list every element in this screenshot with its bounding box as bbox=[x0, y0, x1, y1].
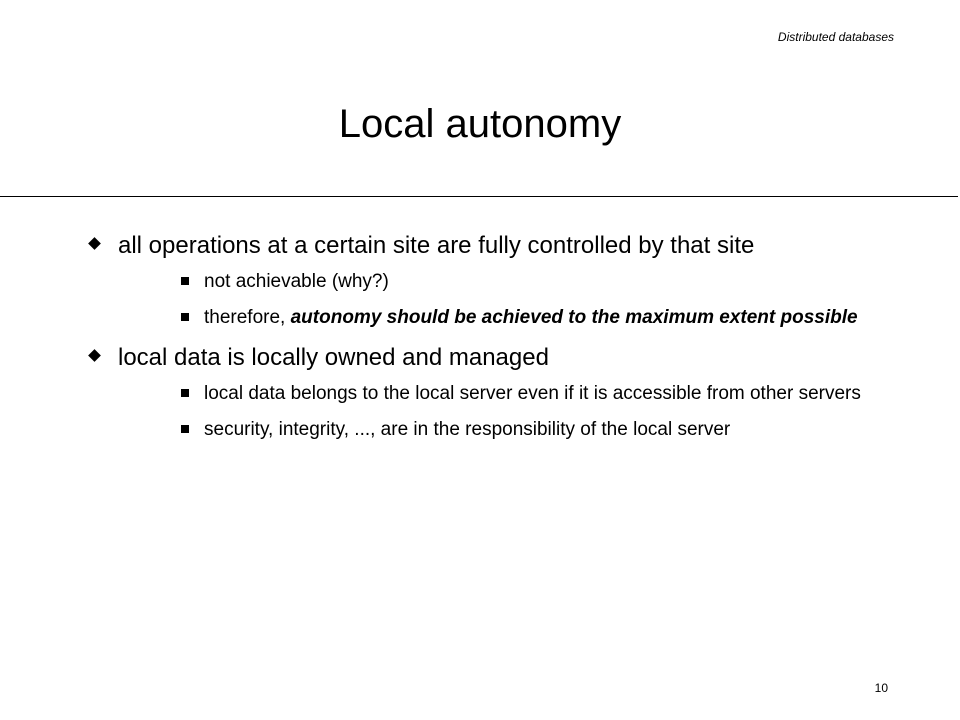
sub-bullet-text: security, integrity, ..., are in the responsibility of the local server bbox=[204, 419, 731, 440]
sub-bullet-item bbox=[180, 270, 902, 294]
sub-bullet-text: not achievable (why?) bbox=[204, 271, 389, 292]
bullet-item bbox=[82, 342, 902, 442]
square-bullet-icon bbox=[181, 425, 189, 433]
header-label: Distributed databases bbox=[777, 30, 894, 44]
diamond-bullet-icon bbox=[88, 237, 101, 250]
sub-bullet-item bbox=[180, 418, 902, 442]
sub-bullet-emphasis: autonomy should be achieved to the maximum extent possible bbox=[290, 307, 858, 328]
square-bullet-icon bbox=[181, 313, 189, 321]
slide-content bbox=[82, 230, 902, 454]
sub-bullet-list bbox=[180, 270, 902, 330]
sub-bullet-item bbox=[180, 382, 902, 406]
title-divider bbox=[0, 196, 958, 197]
sub-bullet-text: local data belongs to the local server even if it is accessible from other servers bbox=[204, 383, 861, 404]
bullet-text: local data is locally owned and managed bbox=[118, 344, 549, 371]
bullet-item bbox=[82, 230, 902, 330]
slide-title: Local autonomy bbox=[338, 102, 622, 146]
sub-bullet-list bbox=[180, 382, 902, 442]
sub-bullet-item bbox=[180, 306, 902, 330]
sub-bullet-prefix: therefore, bbox=[204, 307, 291, 328]
square-bullet-icon bbox=[181, 277, 189, 285]
square-bullet-icon bbox=[181, 389, 189, 397]
page-number: 10 bbox=[874, 681, 888, 695]
diamond-bullet-icon bbox=[88, 349, 101, 362]
bullet-text: all operations at a certain site are fully controlled by that site bbox=[118, 232, 755, 259]
